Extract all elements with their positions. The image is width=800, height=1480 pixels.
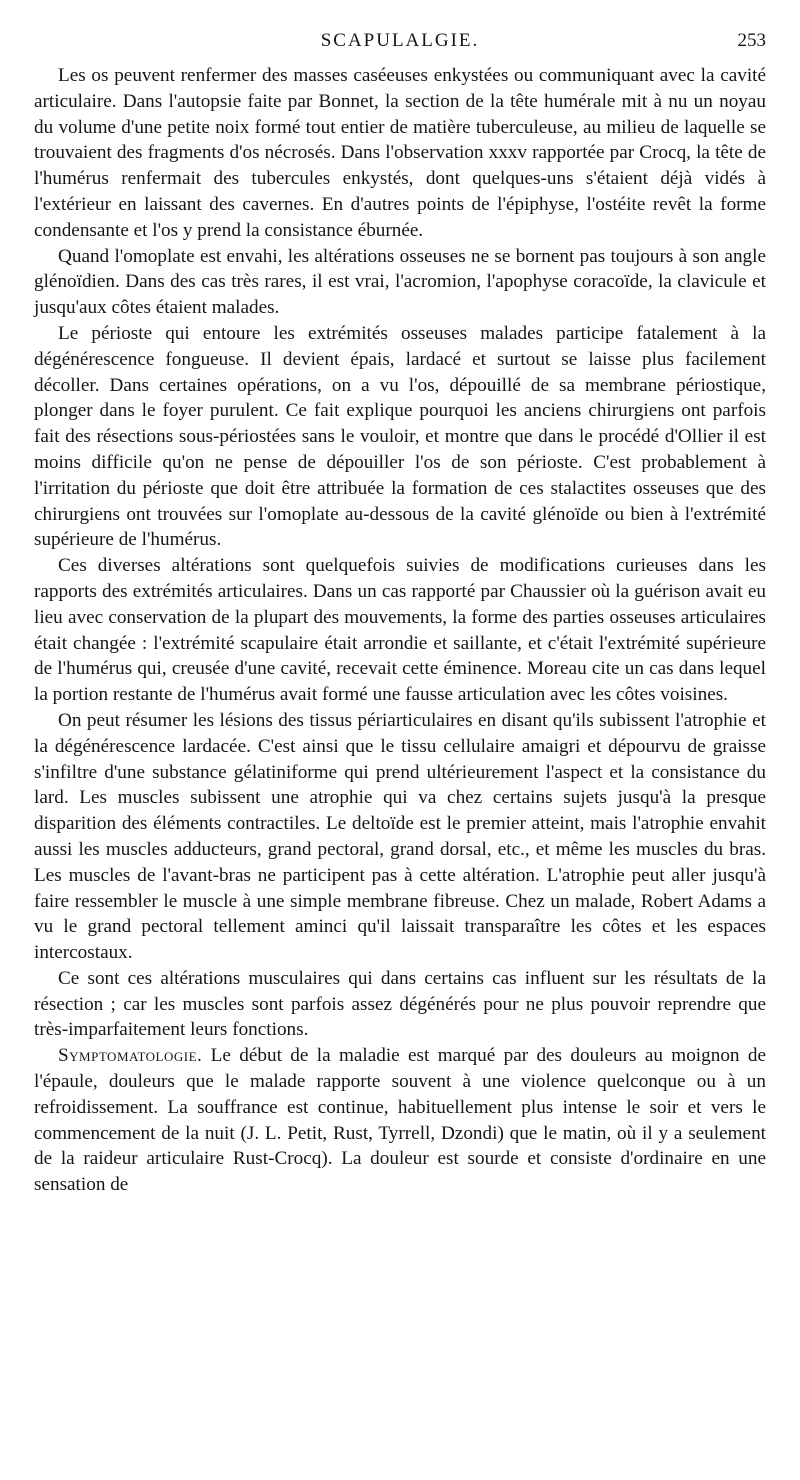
paragraph-muscular-alterations: Ce sont ces altérations musculaires qui dans certains cas influent sur les résultats de la résection ; car les muscles sont parfois assez dégénérés pour ne plus pouvoir reprendre que très-imparfaitement leurs fonctions. <box>34 967 766 1041</box>
body-text <box>34 63 766 1198</box>
paragraph-bone-lesions: Les os peuvent renfermer des masses caséeuses enkystées ou communiquant avec la cavité articulaire. Dans l'autopsie faite par Bonnet, la section de la tête humérale mit à nu un noyau du volume d'une petite noix formé tout entier de matière tuberculeuse, au milieu de laquelle se trouvaient des fragments d'os nécrosés. Dans l'observation xxxv rapportée par Crocq, la tête de l'humérus renfermait des tubercules enkystés, dont quelques-uns s'étaient déjà vidés à l'extérieur en laissant des cavernes. En d'autres points de l'épiphyse, l'ostéite revêt la forme condensante et l'os y prend la consistance éburnée. <box>34 65 766 241</box>
page-number: 253 <box>737 30 766 51</box>
section-heading-symptomatology: Symptomatologie. <box>58 1045 203 1067</box>
paragraph-symptomatology <box>34 1043 766 1198</box>
symptomatology-text: Le début de la maladie est marqué par des douleurs au moignon de l'épaule, douleurs que le malade rapporte souvent à une violence quelconque ou à un refroidissement. La souffrance est continue, habituellement plus intense le soir et vers le commencement de la nuit (J. L. Petit, Rust, Tyrrell, Dzondi) que le matin, où il y a seulement de la raideur articulaire Rust-Crocq). La douleur est sourde et consiste d'ordinaire en une sensation de <box>34 1045 766 1196</box>
paragraph-articular-changes: Ces diverses altérations sont quelquefois suivies de modifications curieuses dans les rapports des extrémités articulaires. Dans un cas rapporté par Chaussier où la guérison avait eu lieu avec conservation de la plupart des mouvements, la forme des parties osseuses articulaires était changée : l'extrémité scapulaire était arrondie et saillante, et c'était l'extrémité supérieure de l'humérus qui, creusée d'une cavité, recevait cette éminence. Moreau cite un cas dans lequel la portion restante de l'humérus avait formé une fausse articulation avec les côtes voisines. <box>34 555 766 706</box>
paragraph-scapula: Quand l'omoplate est envahi, les altérations osseuses ne se bornent pas toujours à son angle glénoïdien. Dans des cas très rares, il est vrai, l'acromion, l'apophyse coracoïde, la clavicule et jusqu'aux côtes étaient malades. <box>34 245 766 319</box>
paragraph-periarticular-tissues: On peut résumer les lésions des tissus périarticulaires en disant qu'ils subissent l'atrophie et la dégénérescence lardacée. C'est ainsi que le tissu cellulaire amaigri et dépourvu de graisse s'infiltre d'une substance gélatiniforme qui prend ultérieurement l'aspect et la consistance du lard. Les muscles subissent une atrophie qui va chez certains sujets jusqu'à la presque disparition des éléments contractiles. Le deltoïde est le premier atteint, mais l'atrophie envahit aussi les muscles adducteurs, grand pectoral, grand dorsal, etc., et même les muscles du bras. Les muscles de l'avant-bras ne participent pas à cette altération. L'atrophie peut aller jusqu'à faire ressembler le muscle à une simple membrane fibreuse. Chez un malade, Robert Adams a vu le grand pectoral tellement aminci qu'il laissait transparaître les côtes et les espaces intercostaux. <box>34 709 766 964</box>
running-title: SCAPULALGIE. <box>320 30 480 51</box>
paragraph-periosteum: Le périoste qui entoure les extrémités osseuses malades participe fatalement à la dégénérescence fongueuse. Il devient épais, lardacé et surtout se laisse plus facilement décoller. Dans certaines opérations, on a vu l'os, dépouillé de sa membrane périostique, plonger dans le foyer purulent. Ce fait explique pourquoi les anciens chirurgiens ont parfois fait des résections sous-périostées sans le vouloir, et montre que dans le procédé d'Ollier il est moins difficile qu'on ne pense de dépouiller l'os de son périoste. C'est probablement à l'irritation du périoste que doit être attribuée la formation de ces stalactites osseuses que des chirurgiens ont trouvées sur l'omoplate au-dessous de la cavité glénoïde ou bien à l'extrémité supérieure de l'humérus. <box>34 322 766 551</box>
page-header <box>34 30 766 56</box>
